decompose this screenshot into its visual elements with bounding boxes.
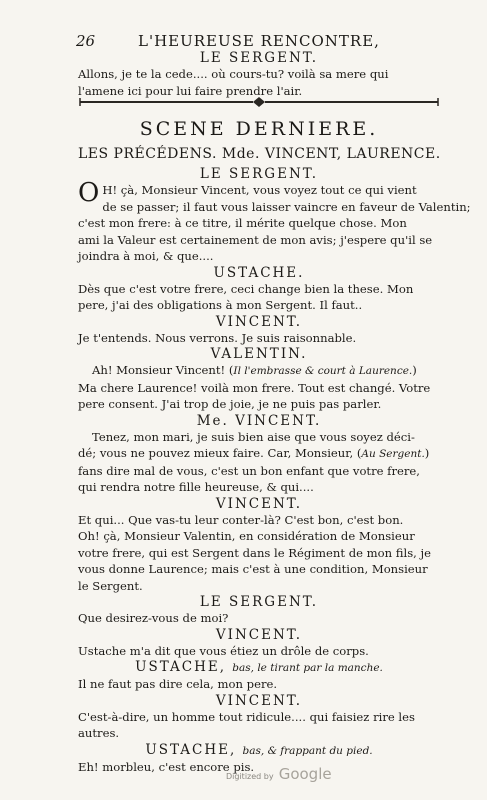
- speech-line: Allons, je te la cede.... où cours-tu? voilà sa mere qui: [78, 67, 389, 81]
- scene-characters: LES PRÉCÉDENS. Mde. VINCENT, LAURENCE.: [78, 146, 441, 162]
- speaker-name: LE SERGENT.: [199, 166, 319, 182]
- speaker-heading: [78, 659, 440, 676]
- speech-line: Oh! çà, Monsieur Valentin, en considération de Monsieur: [78, 529, 415, 543]
- drop-cap: O: [78, 178, 100, 208]
- speech-line: votre frere, qui est Sergent dans le Régiment de mon fils, je: [78, 545, 432, 560]
- page-header: [78, 32, 438, 52]
- speaker-name: VINCENT.: [215, 495, 303, 512]
- speaker-name: USTACHE,: [135, 659, 226, 675]
- digitized-label: Digitized by: [226, 772, 274, 781]
- speech-line: l'amene ici pour lui faire prendre l'air.: [78, 83, 303, 98]
- speech-line: H! çà, Monsieur Vincent, vous voyez tout ce qui vient: [102, 183, 417, 197]
- stage-direction: Il l'embrasse & court à Laurence.: [233, 365, 413, 377]
- speech-line: pere consent. J'ai trop de joie, je ne puis pas parler.: [78, 397, 382, 411]
- speaker-name: LE SERGENT.: [199, 594, 319, 610]
- speech-line: Et qui... Que vas-tu leur conter-là? C'est bon, c'est bon.: [78, 512, 404, 527]
- speech-line: Ustache m'a dit que vous étiez un drôle de corps.: [78, 643, 369, 658]
- speech-line: Tenez, mon mari, je suis bien aise que vous soyez déci-: [92, 429, 415, 444]
- stage-direction: bas, & frappant du pied.: [242, 744, 373, 757]
- speech-line: vous donne Laurence; mais c'est à une condition, Monsieur: [78, 562, 428, 576]
- speaker-name: LE SERGENT.: [199, 50, 319, 66]
- speech-line: [78, 445, 440, 463]
- speech-line: [78, 362, 440, 380]
- speech-line: Dès que c'est votre frere, ceci change bien la these. Mon: [78, 281, 414, 296]
- speech-line: Eh! morbleu, c'est encore pis.: [78, 759, 255, 774]
- dialogue: [78, 166, 471, 775]
- speech-text: Ah! Monsieur Vincent! (: [92, 363, 234, 377]
- speech: [78, 178, 471, 265]
- speaker-name: VINCENT.: [215, 692, 303, 709]
- speech-line: Je t'entends. Nous verrons. Je suis raisonnable.: [78, 330, 357, 345]
- speech-line: c'est mon frere: à ce titre, il mérite quelque chose. Mon: [78, 216, 407, 230]
- digitization-watermark: [226, 764, 332, 783]
- speaker-name: USTACHE,: [145, 741, 237, 758]
- speaker-name: VINCENT.: [215, 626, 303, 643]
- running-title: L'HEUREUSE RENCONTRE,: [138, 32, 380, 50]
- speaker-name: USTACHE.: [213, 264, 305, 281]
- speech-line: autres.: [78, 726, 120, 740]
- scene-title: SCENE DERNIERE.: [139, 118, 379, 140]
- speech-line: Ma chere Laurence! voilà mon frere. Tout est changé. Votre: [78, 380, 431, 395]
- speech-line: qui rendra notre fille heureuse, & qui....: [78, 480, 314, 494]
- speaker-name: VALENTIN.: [210, 346, 308, 362]
- stage-direction: Au Sergent.: [361, 448, 425, 460]
- speaker-heading: [78, 742, 440, 759]
- speech-text: ): [424, 446, 430, 460]
- speaker-name: VINCENT.: [215, 313, 303, 330]
- speech-line: Que desirez-vous de moi?: [78, 611, 229, 625]
- speech-text: ): [412, 363, 417, 377]
- opening-speech: [78, 50, 440, 99]
- speech-line: de se passer; il faut vous laisser vaincre en faveur de Valentin;: [102, 199, 471, 214]
- ornament-rule: [78, 96, 440, 108]
- speech-text: dé; vous ne pouvez mieux faire. Car, Monsieur, (: [78, 446, 362, 460]
- speech-line: Il ne faut pas dire cela, mon pere.: [78, 677, 278, 691]
- speech-line: fans dire mal de vous, c'est un bon enfant que votre frere,: [78, 463, 420, 478]
- speech-line: le Sergent.: [78, 578, 143, 593]
- speech-line: joindra à moi, & que....: [78, 249, 214, 263]
- stage-direction: bas, le tirant par la manche.: [232, 662, 383, 674]
- speaker-name: Me. VINCENT.: [196, 412, 322, 429]
- page-number: 26: [76, 32, 96, 50]
- speech-line: ami la Valeur est certainement de mon avis; j'espere qu'il se: [78, 232, 433, 247]
- google-logo: Google: [278, 765, 332, 783]
- speech-line: C'est-à-dire, un homme tout ridicule.... qui faisiez rire les: [78, 709, 415, 724]
- speech-line: pere, j'ai des obligations à mon Sergent. Il faut..: [78, 298, 363, 312]
